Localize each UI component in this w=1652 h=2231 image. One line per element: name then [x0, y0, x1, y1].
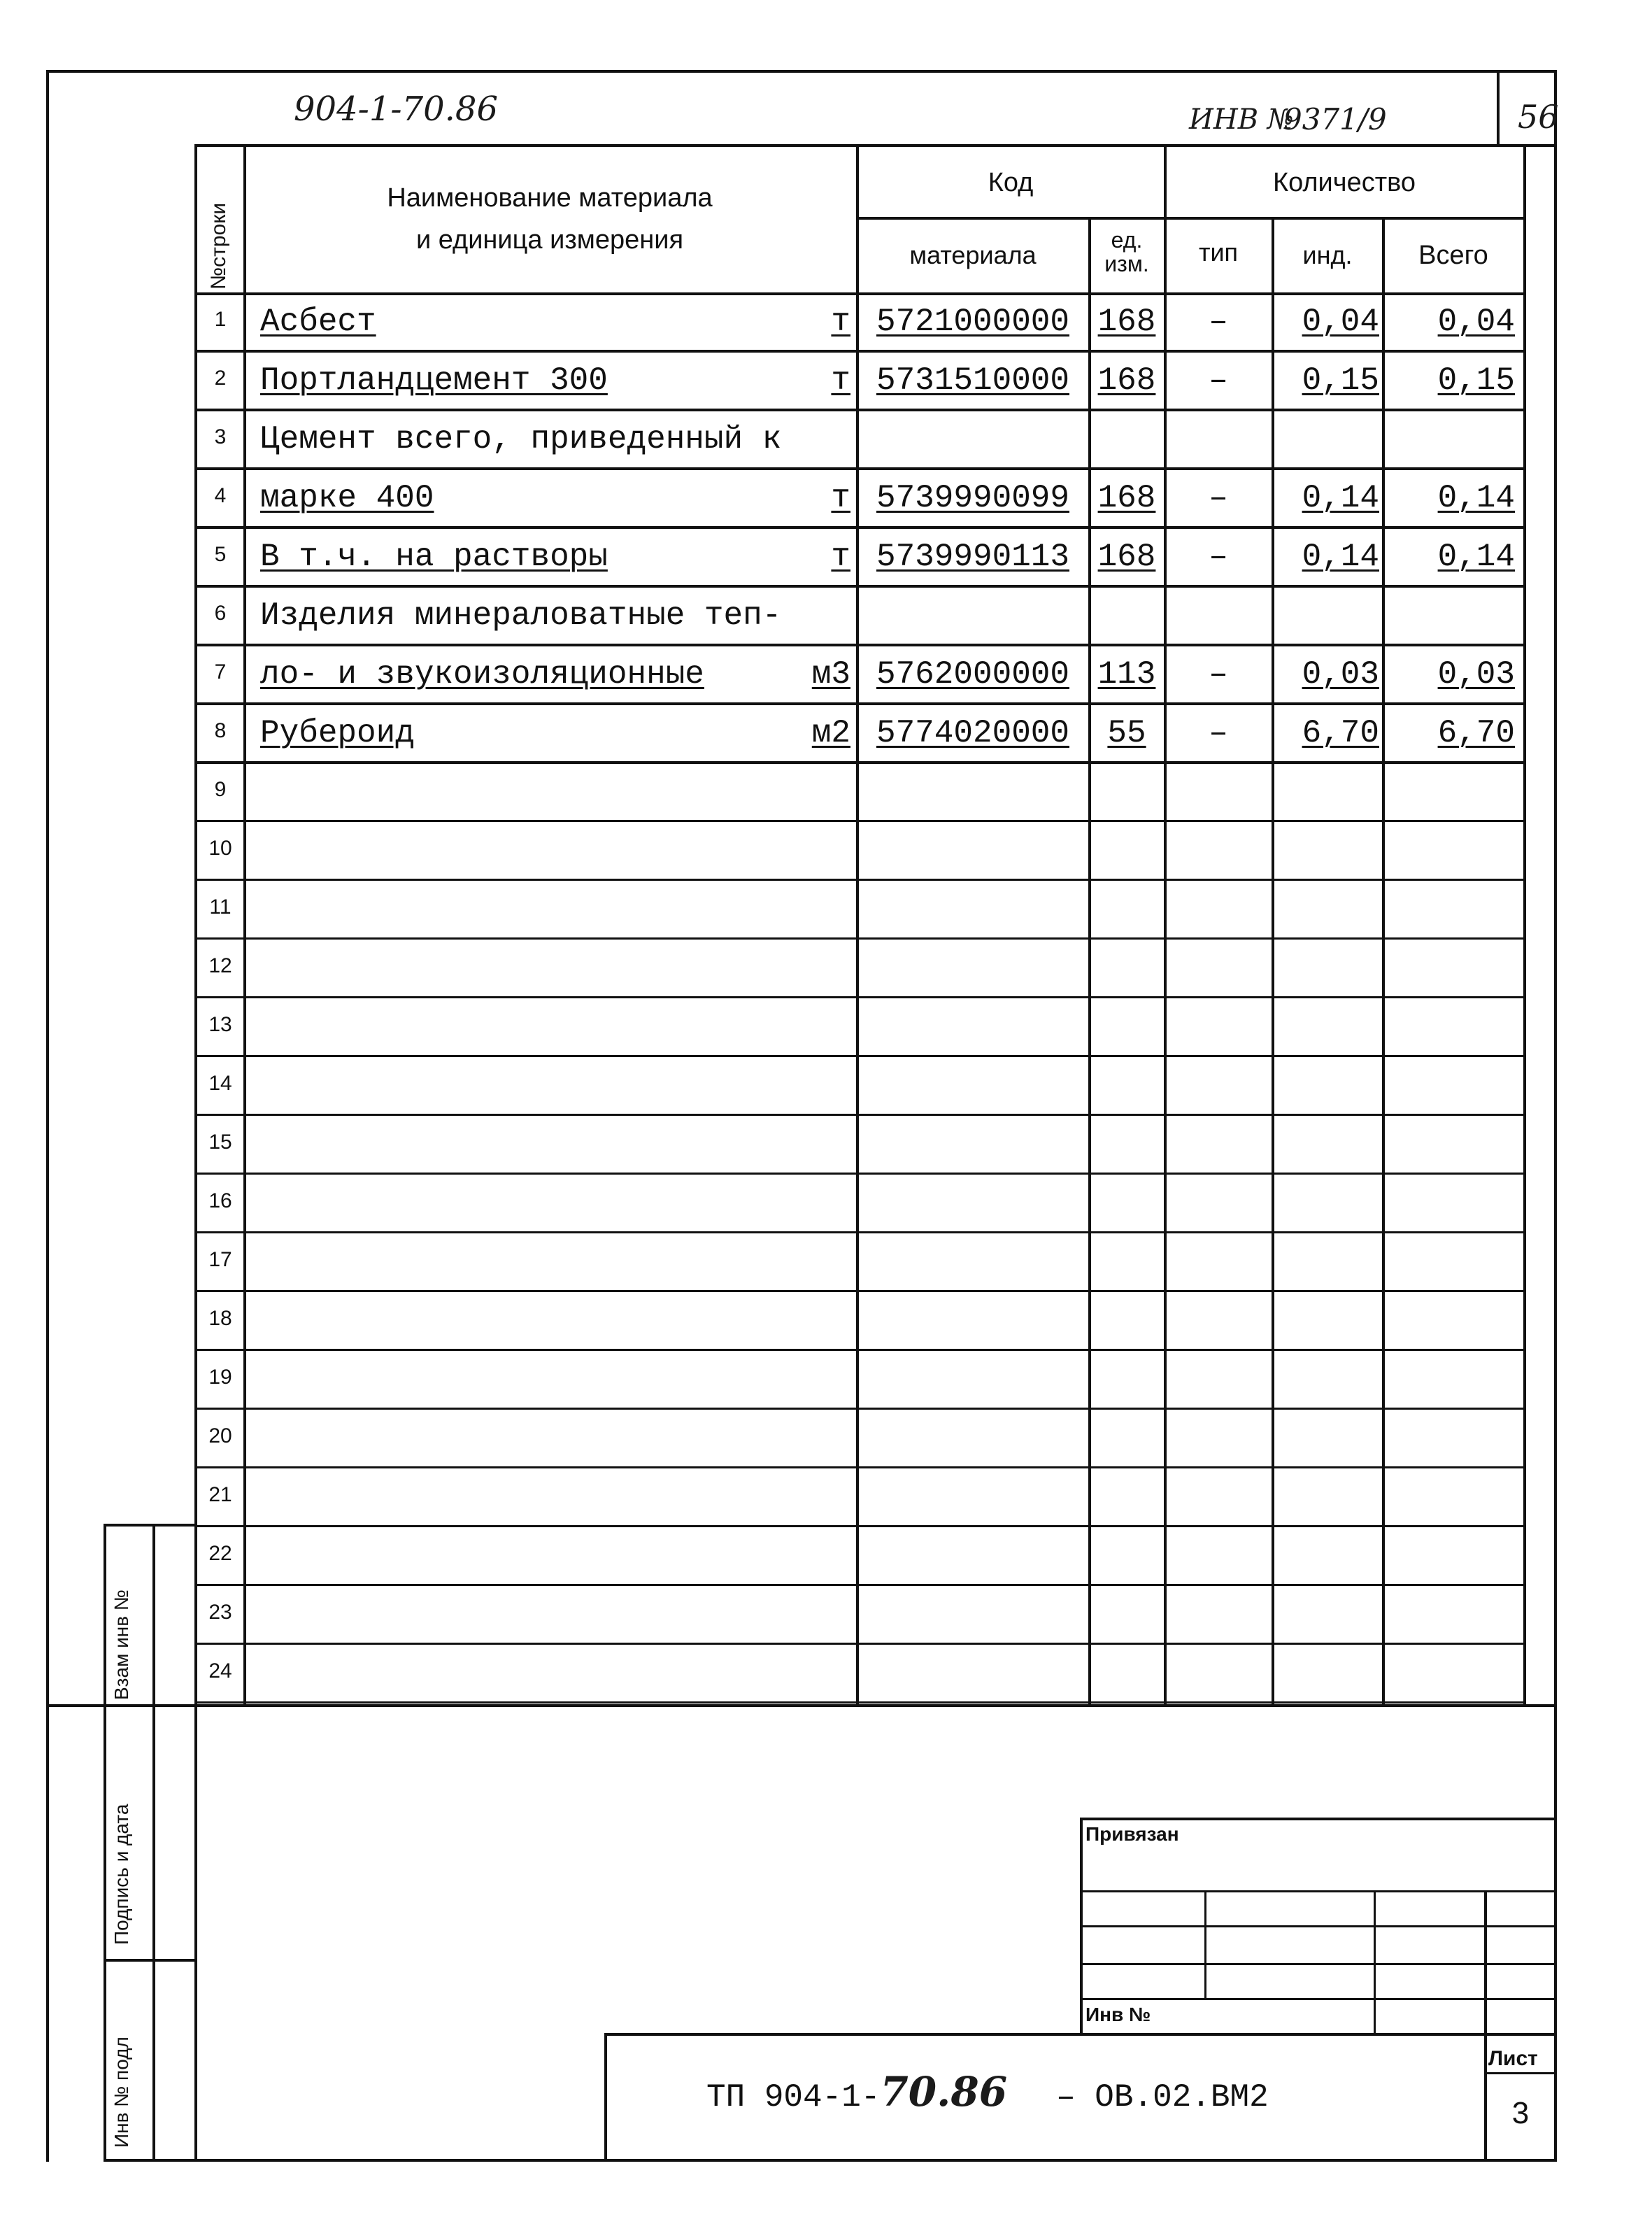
- row-number: 4: [214, 484, 227, 507]
- inventory-number: 9371/9: [1283, 102, 1387, 136]
- inventory-label: ИНВ №: [1189, 104, 1294, 136]
- row-number: 16: [208, 1189, 232, 1212]
- row-number: 18: [208, 1307, 232, 1330]
- tb-sheet-label: Лист: [1488, 2047, 1538, 2070]
- row-divider: [197, 1114, 1525, 1116]
- row-number: 21: [208, 1483, 232, 1506]
- row-divider: [197, 1290, 1525, 1292]
- page-right-border: [1554, 70, 1557, 2162]
- row-qty-total: 0,14: [1437, 539, 1515, 575]
- row-number: 1: [214, 308, 227, 331]
- tb-doc-code-hand: 70.86: [880, 2068, 1008, 2116]
- row-number: 14: [208, 1072, 232, 1095]
- col-divider-code: [1088, 217, 1091, 1707]
- row-qty-total: 0,04: [1437, 304, 1515, 340]
- tb-main-top: [604, 2033, 1557, 2036]
- header-qty-ind: инд.: [1302, 241, 1353, 269]
- row-divider: [197, 585, 1525, 588]
- side-stamp-top: [104, 1524, 197, 1527]
- page-number: 56: [1518, 98, 1559, 136]
- row-unit: т: [831, 539, 850, 575]
- row-material-name: В т.ч. на растворы: [260, 539, 608, 575]
- row-unit-code: 55: [1107, 715, 1146, 751]
- row-unit: м2: [811, 715, 850, 751]
- row-qty-ind: 0,04: [1302, 304, 1379, 340]
- header-code-unit: ед. изм.: [1104, 227, 1149, 276]
- row-number: 24: [208, 1659, 232, 1683]
- row-qty-type: –: [1209, 656, 1228, 693]
- table-bottom-line: [46, 1704, 1557, 1707]
- col-divider-ind: [1382, 217, 1385, 1707]
- tb-doc-code-suffix: – ОВ.02.ВМ2: [1056, 2079, 1269, 2116]
- table-right-border: [1523, 144, 1526, 1707]
- tb-sheet-divider: [1484, 2072, 1557, 2074]
- row-number: 23: [208, 1601, 232, 1624]
- row-number: 12: [208, 954, 232, 977]
- col-divider-type: [1272, 217, 1274, 1707]
- row-unit: м3: [811, 656, 850, 693]
- row-divider: [197, 1173, 1525, 1175]
- table-top-border: [194, 144, 1557, 147]
- row-unit-code: 168: [1097, 304, 1156, 340]
- row-unit-code: 168: [1097, 362, 1156, 399]
- row-unit-code: 113: [1097, 656, 1156, 693]
- row-divider: [197, 1525, 1525, 1527]
- header-name-line1: Наименование материала: [387, 183, 713, 213]
- header-code-material: материала: [909, 241, 1037, 269]
- row-divider: [197, 1643, 1525, 1645]
- row-divider: [197, 820, 1525, 822]
- row-material-code: 5721000000: [876, 304, 1070, 340]
- tb-doc-code-prefix: ТП 904-1-: [706, 2079, 881, 2116]
- tb-doc-code: [706, 2068, 1269, 2116]
- row-qty-type: –: [1209, 480, 1228, 516]
- row-number: 6: [214, 602, 227, 625]
- row-qty-type: –: [1209, 715, 1228, 751]
- row-unit: т: [831, 480, 850, 516]
- row-divider: [197, 526, 1525, 529]
- row-divider: [197, 1584, 1525, 1586]
- tb-inv-no: Инв №: [1085, 2004, 1151, 2025]
- row-qty-total: 0,15: [1437, 362, 1515, 399]
- handwritten-doc-code: 904-1-70.86: [294, 90, 499, 129]
- row-qty-ind: 0,14: [1302, 539, 1379, 575]
- header-name-line2: и единица измерения: [415, 225, 684, 255]
- row-divider: [197, 644, 1525, 646]
- row-number: 22: [208, 1542, 232, 1565]
- row-unit: т: [831, 362, 850, 399]
- side-stamp-left: [104, 1524, 106, 2162]
- row-number: 5: [214, 543, 227, 566]
- row-material-name: Цемент всего, приведенный к: [260, 421, 782, 458]
- tb-privyazan-top: [1080, 1818, 1557, 1820]
- row-unit-code: 168: [1097, 480, 1156, 516]
- row-divider: [197, 937, 1525, 940]
- row-number: 10: [208, 837, 232, 860]
- row-divider: [197, 1701, 1525, 1704]
- row-number: 11: [209, 895, 232, 919]
- row-qty-type: –: [1209, 362, 1228, 399]
- row-divider: [197, 1408, 1525, 1410]
- header-mid-line: [856, 217, 1525, 220]
- row-divider: [197, 409, 1525, 411]
- tb-sheet-number: 3: [1511, 2096, 1530, 2130]
- header-code-group: Код: [988, 168, 1034, 197]
- row-material-name: марке 400: [260, 480, 434, 516]
- row-material-code: 5774020000: [876, 715, 1070, 751]
- page-left-border: [46, 70, 49, 2162]
- row-material-name: Изделия минераловатные теп-: [260, 597, 782, 634]
- row-material-code: 5739990113: [876, 539, 1070, 575]
- lower-area-left: [194, 1704, 197, 2162]
- row-qty-ind: 6,70: [1302, 715, 1379, 751]
- row-material-name: Асбест: [260, 304, 376, 340]
- header-qty-group: Количество: [1272, 168, 1416, 197]
- col-divider-name: [856, 144, 859, 1707]
- row-material-name: Рубероид: [260, 715, 415, 751]
- row-material-name: Портландцемент 300: [260, 362, 608, 399]
- row-number: 19: [208, 1366, 232, 1389]
- row-qty-ind: 0,15: [1302, 362, 1379, 399]
- side-stamp-right: [152, 1524, 155, 2162]
- row-divider: [197, 1055, 1525, 1057]
- header-rowno: №строки: [207, 202, 230, 290]
- row-divider: [197, 350, 1525, 353]
- side-stamp-divider: [104, 1959, 197, 1962]
- row-material-code: 5739990099: [876, 480, 1070, 516]
- row-divider: [197, 1466, 1525, 1468]
- page-number-divider: [1497, 70, 1500, 144]
- tb-grid-col2: [1374, 1890, 1376, 2036]
- tb-grid-col1: [1204, 1890, 1206, 1998]
- row-divider: [197, 467, 1525, 470]
- row-material-code: 5762000000: [876, 656, 1070, 693]
- row-divider: [197, 1231, 1525, 1233]
- row-material-code: 5731510000: [876, 362, 1070, 399]
- row-number: 3: [214, 425, 227, 448]
- tb-main-bottom: [194, 2159, 1557, 2162]
- row-divider: [197, 702, 1525, 705]
- row-number: 15: [208, 1131, 232, 1154]
- row-divider: [197, 879, 1525, 881]
- header-qty-total: Всего: [1418, 241, 1488, 270]
- tb-main-left: [604, 2033, 607, 2162]
- tb-privyazan: Привязан: [1085, 1823, 1179, 1845]
- row-number: 7: [214, 660, 227, 684]
- row-qty-total: 0,14: [1437, 480, 1515, 516]
- row-qty-type: –: [1209, 539, 1228, 575]
- row-number: 13: [208, 1013, 232, 1036]
- row-divider: [197, 761, 1525, 764]
- page-top-border: [46, 70, 1557, 73]
- row-number: 17: [208, 1248, 232, 1271]
- row-divider: [197, 1349, 1525, 1351]
- row-qty-type: –: [1209, 304, 1228, 340]
- row-number: 9: [214, 778, 227, 801]
- row-number: 2: [214, 367, 227, 390]
- row-qty-ind: 0,14: [1302, 480, 1379, 516]
- row-qty-ind: 0,03: [1302, 656, 1379, 693]
- row-number: 20: [208, 1424, 232, 1447]
- side-stamp-bottom: [104, 2159, 197, 2162]
- row-qty-total: 0,03: [1437, 656, 1515, 693]
- row-unit-code: 168: [1097, 539, 1156, 575]
- header-qty-type: тип: [1198, 238, 1239, 267]
- row-number: 8: [214, 719, 227, 742]
- row-unit: т: [831, 304, 850, 340]
- row-qty-total: 6,70: [1437, 715, 1515, 751]
- header-bottom-line: [194, 292, 1525, 295]
- row-divider: [197, 996, 1525, 998]
- row-material-name: ло- и звукоизоляционные: [260, 656, 704, 693]
